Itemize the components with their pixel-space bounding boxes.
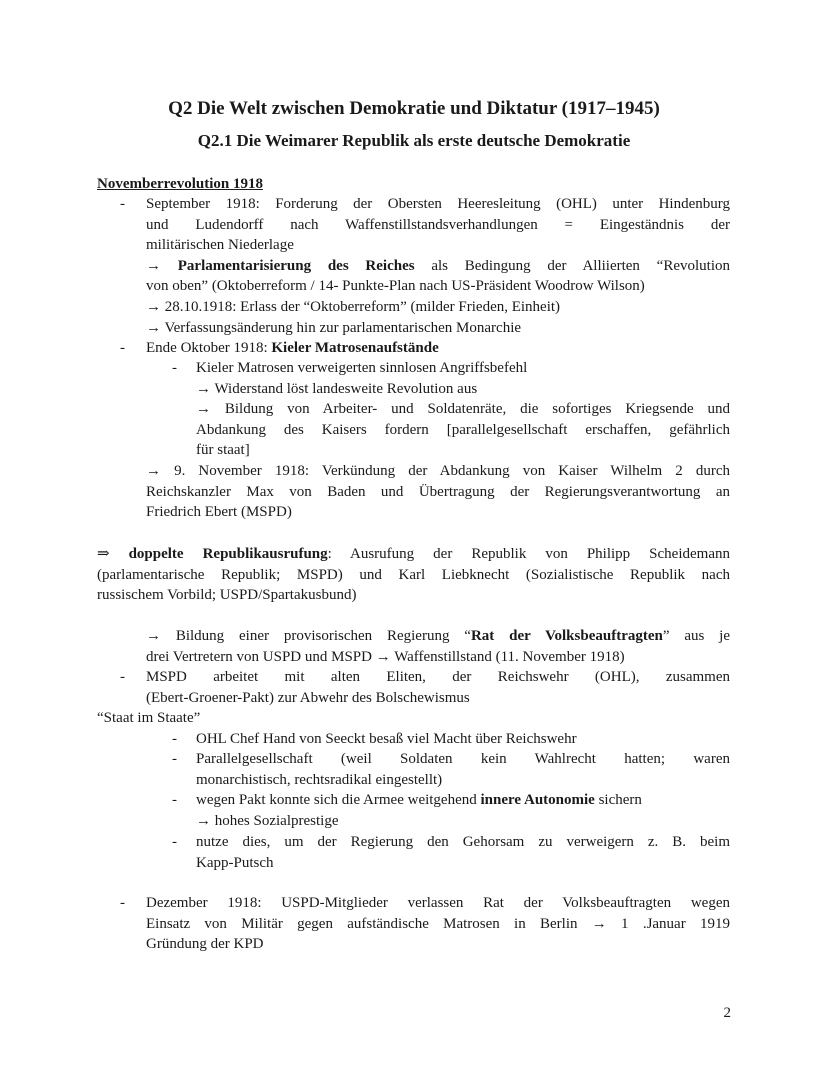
- text-line: monarchistisch, rechtsradikal eingestellt): [196, 771, 443, 788]
- implies-arrow: ⇒: [97, 546, 129, 562]
- bullet-oktober-1918: [146, 338, 730, 359]
- text-line: → 9. November 1918: Verkündung der Abdankung von Kaiser Wilhelm 2 durch: [146, 463, 730, 479]
- text-line: militärischen Niederlage: [146, 237, 294, 254]
- text-line: September 1918: Forderung der Obersten Heeresleitung (OHL) unter Hindenburg: [146, 196, 730, 212]
- text-run: ” aus je: [662, 628, 731, 644]
- section-heading: Novemberrevolution 1918: [97, 176, 263, 192]
- text-line: Einsatz von Militär gegen aufständische Matrosen in Berlin → 1 .Januar 1919: [146, 915, 730, 932]
- staat-im-staate: “Staat im Staate”: [97, 710, 201, 726]
- text-line: [146, 256, 730, 277]
- november-abdankung: [146, 461, 730, 523]
- page-number: 2: [723, 1005, 731, 1021]
- bullet-dezember-1918: [146, 893, 730, 955]
- text-line: Gründung der KPD: [146, 936, 264, 953]
- text-run: Ende Oktober 1918:: [146, 340, 272, 356]
- text-line: Kieler Matrosen verweigerten sinnlosen Angriffsbefehl: [196, 360, 528, 376]
- text-line: Reichskanzler Max von Baden und Übertragung der Regierungsverantwortung an: [146, 483, 730, 500]
- bold-term: Kieler Matrosenaufstände: [271, 340, 439, 356]
- text-line: Kapp-Putsch: [196, 854, 274, 871]
- bullet-dash: -: [120, 895, 125, 911]
- text-line: [196, 790, 730, 811]
- republikausrufung-paragraph: [97, 544, 730, 606]
- text-run: → Bildung einer provisorischen Regierung “: [146, 628, 471, 644]
- sub-bullet-dash: -: [172, 751, 177, 767]
- text-line: von oben” (Oktoberreform / 14- Punkte-Plan nach US-Präsident Woodrow Wilson): [146, 278, 645, 295]
- sub-bullet-kapp-putsch: [196, 832, 730, 873]
- sub-bullet-kieler: [196, 358, 730, 461]
- text-line: → 28.10.1918: Erlass der “Oktoberreform” (milder Frieden, Einheit): [146, 298, 561, 315]
- text-run: als Bedingung der Alliierten “Revolution: [414, 257, 731, 274]
- text-line: [97, 544, 730, 565]
- text-line: MSPD arbeitet mit alten Eliten, der Reichswehr (OHL), zusammen: [146, 669, 730, 685]
- bullet-september-1918: [146, 194, 730, 338]
- sub-bullet-dash: -: [172, 834, 177, 850]
- text-line: russischem Vorbild; USPD/Spartakusbund): [97, 587, 357, 604]
- text-run: : Ausrufung der Republik von Philipp Scheidemann: [327, 546, 730, 562]
- bold-term: doppelte Republikausrufung: [128, 546, 328, 562]
- sub-bullet-parallelgesellschaft: [196, 749, 730, 790]
- text-line: → Widerstand löst landesweite Revolution aus: [196, 380, 478, 397]
- text-line: (parlamentarische Republik; MSPD) und Karl Liebknecht (Sozialistische Republik nach: [97, 566, 730, 583]
- sub-bullet-dash: -: [172, 360, 177, 376]
- bullet-dash: -: [120, 669, 125, 685]
- text-line: Parallelgesellschaft (weil Soldaten kein Wahlrecht hatten; waren: [196, 751, 730, 767]
- text-line: Dezember 1918: USPD-Mitglieder verlassen Rat der Volksbeauftragten wegen: [146, 895, 730, 911]
- sub-bullet-seeckt: OHL Chef Hand von Seeckt besaß viel Macht über Reichswehr: [196, 731, 577, 747]
- text-run: sichern: [594, 792, 642, 808]
- text-line: nutze dies, um der Regierung den Gehorsam zu verweigern z. B. beim: [196, 834, 730, 850]
- bold-term: Rat der Volksbeauftragten: [470, 628, 663, 644]
- bullet-mspd: [146, 667, 730, 708]
- text-line: (Ebert-Groener-Pakt) zur Abwehr des Bolschewismus: [146, 689, 470, 706]
- bold-term: Parlamentarisierung des Reiches: [177, 257, 415, 274]
- sub-bullet-dash: -: [172, 731, 177, 747]
- bullet-dash: -: [120, 196, 125, 212]
- arrow: →: [146, 257, 178, 274]
- text-line: Friedrich Ebert (MSPD): [146, 504, 292, 521]
- bold-term: innere Autonomie: [480, 792, 595, 808]
- sub-bullet-dash: -: [172, 792, 177, 808]
- text-line: Abdankung des Kaisers fordern [parallelgesellschaft erschaffen, gefährlich: [196, 421, 730, 438]
- text-line: [146, 626, 730, 647]
- text-line: → Verfassungsänderung hin zur parlamentarischen Monarchie: [146, 319, 522, 336]
- text-run: wegen Pakt konnte sich die Armee weitgehend: [196, 792, 481, 808]
- text-line: → hohes Sozialprestige: [196, 812, 339, 829]
- page-subtitle: Q2.1 Die Weimarer Republik als erste deutsche Demokratie: [197, 131, 631, 150]
- page-title: Q2 Die Welt zwischen Demokratie und Diktatur (1917–1945): [168, 98, 660, 119]
- sub-bullet-autonomie: [196, 790, 730, 831]
- provisorische-regierung: [146, 626, 730, 667]
- text-line: für staat]: [196, 442, 250, 459]
- text-line: und Ludendorff nach Waffenstillstandsverhandlungen = Eingeständnis der: [146, 216, 730, 233]
- text-line: drei Vertretern von USPD und MSPD → Waffenstillstand (11. November 1918): [146, 648, 625, 665]
- bullet-dash: -: [120, 340, 125, 356]
- text-line: → Bildung von Arbeiter- und Soldatenräte, die sofortiges Kriegsende und: [196, 401, 730, 418]
